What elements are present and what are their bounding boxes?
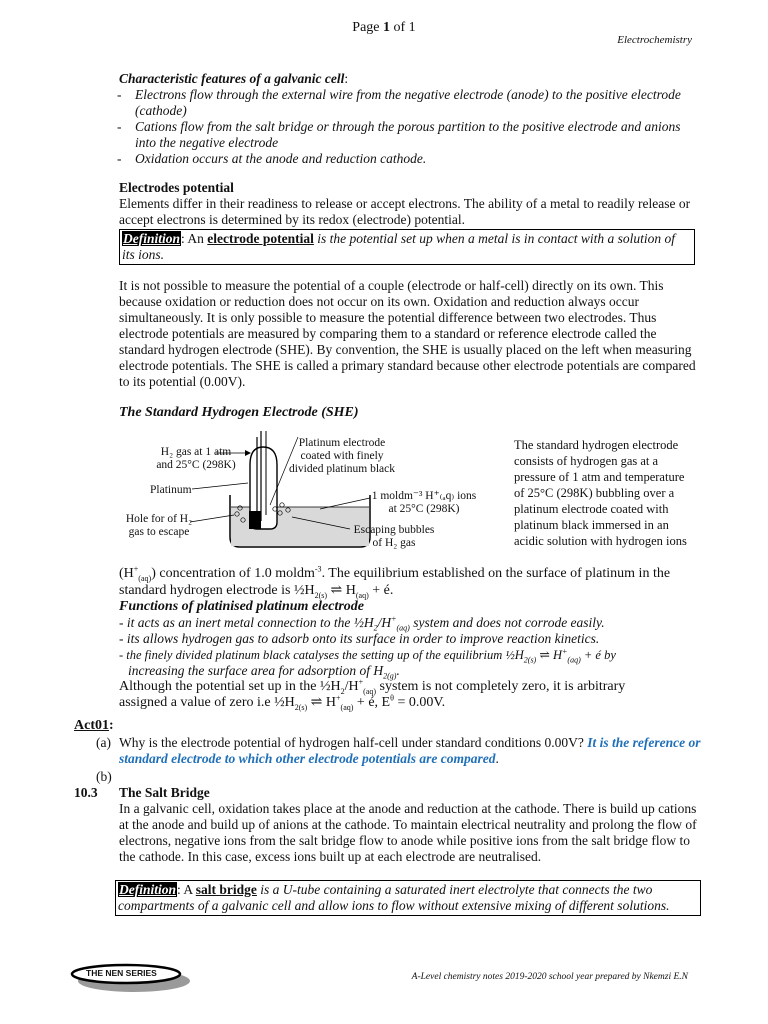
section-heading: Electrodes potential <box>119 180 234 195</box>
label-bubbles: Escaping bubbles of H₂ gas <box>353 524 435 549</box>
list-item: - Cations flow from the salt bridge or through the porous partition to the positive electrode and anions into the negative electrode <box>117 119 699 151</box>
section-heading: The Standard Hydrogen Electrode (SHE) <box>119 405 359 420</box>
topic-label: Electrochemistry <box>617 34 692 46</box>
footer-note: A-Level chemistry notes 2019-2020 school year prepared by Nkemzi E.N <box>411 972 688 982</box>
definition-box: Definition: An electrode potential is the potential set up when a metal is in contact with a solution of its ions. <box>119 229 695 265</box>
definition-term: salt bridge <box>195 882 257 897</box>
functions-section <box>119 599 709 711</box>
section-number: 10.3 <box>74 785 98 800</box>
label-h2-gas: H₂ gas at 1 atm and 25°C (298K) <box>156 446 236 471</box>
definition-tag: Definition <box>119 882 177 897</box>
answer: It is the reference or standard electrode to which other electrode potentials are compared <box>119 735 701 766</box>
galvanic-section <box>119 71 699 167</box>
question: Why is the electrode potential of hydrogen half-cell under standard conditions 0.00V? <box>119 735 588 750</box>
activity-a-marker: (a) <box>96 735 111 750</box>
label-platinum: Platinum <box>150 484 192 496</box>
paragraph: In a galvanic cell, oxidation takes place at the anode and reduction at the cathode. There is build up cations at the anode and build up of anions at the cathode. To maintain electrical neutrality and prolong the flow of electrons, negative ions from the salt bridge flow to anode while positive ions from the salt bridge flow to the cathode. In this case, excess ions built up at each electrode are neutralised. <box>119 801 697 864</box>
definition-box: Definition: A salt bridge is a U-tube containing a saturated inert electrolyte that connects the two compartments of a galvanic cell and allow ions to flow without extensive mixing of different solutions. <box>115 880 701 916</box>
list-item: - it acts as an inert metal connection to the $\frac{1}{2}H_2/H^+_{(aq)}$ system and does not corrode easily. <box>119 614 605 633</box>
platinum-foil <box>249 511 261 529</box>
label-platinum-electrode: Platinum electrode coated with finely divided platinum black <box>288 437 396 475</box>
she-description: The standard hydrogen electrode consists of hydrogen gas at a pressure of 1 atm and temperature of 25°C (298K) bubbling over a platinum electrode coated with platinum black immersed in an acidic solution with hydrogen ions <box>514 438 687 548</box>
galvanic-title: Characteristic features of a galvanic cell: <box>119 71 349 86</box>
note: Although the potential set up in the $\frac{1}{2}H_2/H^+_{(aq)}$ system is not completely zero, it is arbitrary <box>119 677 626 696</box>
section-heading: Functions of platinised platinum electrode <box>119 599 365 614</box>
galvanic-list <box>117 87 699 167</box>
list-item: - Oxidation occurs at the anode and reduction cathode. <box>117 151 699 167</box>
note: assigned a value of zero i.e $\frac{1}{2}H_{2(s)}$ ⇌ $H^+_{(aq)}$ + é, $E^\theta = 0.00V$. <box>119 693 446 712</box>
label-ions: 1 moldm⁻³ H⁺₍ₐq₎ ions at 25°C (298K) <box>371 490 477 515</box>
paragraph: Elements differ in their readiness to release or accept electrons. The ability of a metal to readily release or accept electrons is determined by its redox (electrode) potential. <box>119 196 691 227</box>
list-item: - the finely divided platinum black catalyses the setting up of the equilibrium $\frac{1}{2}H_{2(s)}$ ⇌ $H^+_{(aq)}$ + é by <box>119 646 616 665</box>
electrodes-potential-section <box>119 180 701 390</box>
section-heading: The Salt Bridge <box>119 785 210 800</box>
paragraph: It is not possible to measure the potential of a couple (electrode or half-cell) directly on its own. This because oxidation or reduction does not occur on its own. Oxidation and reduction always occur simultaneously. It is only possible to measure the potential difference between two electrodes. Thus electrode potentials are measured by comparing them to a standard or reference electrode called the standard hydrogen electrode (SHE). By convention, the SHE is usually placed on the left when measuring electrode potentials. The SHE is called a primary standard because other electrode potentials are compared to its potential (0.00V). <box>119 278 696 389</box>
list-item-continued: increasing the surface area for adsorption of $H_{2(g)}$. <box>128 663 400 681</box>
activity-a: Why is the electrode potential of hydrogen half-cell under standard conditions 0.00V? It is the reference or standard electrode to which other electrode potentials are compared. <box>119 735 701 766</box>
page-number: Page 1 of 1 <box>352 20 416 35</box>
label-hole: Hole for of H₂ gas to escape <box>125 513 193 538</box>
series-logo <box>68 962 194 994</box>
activity-label: Act01: <box>74 718 114 733</box>
series-logo-text: THE NEN SERIES <box>86 968 157 978</box>
definition-tag: Definition <box>123 231 181 246</box>
she-continuation: $(H^+_{(aq)})$ concentration of 1.0 moldm$^{-3}$. The equilibrium established on the surface of platinum in the standard hydrogen electrode is $\frac{1}{2}H_{2(s)}$ ⇌ $H_{(aq)}$ + é. <box>119 564 671 600</box>
definition-term: electrode potential <box>207 231 314 246</box>
activity-b-marker: (b) <box>96 769 112 784</box>
list-item: - its allows hydrogen gas to adsorb onto its surface in order to improve reaction kinetics. <box>119 631 600 646</box>
list-item: - Electrons flow through the external wire from the negative electrode (anode) to the positive electrode (cathode) <box>117 87 699 119</box>
